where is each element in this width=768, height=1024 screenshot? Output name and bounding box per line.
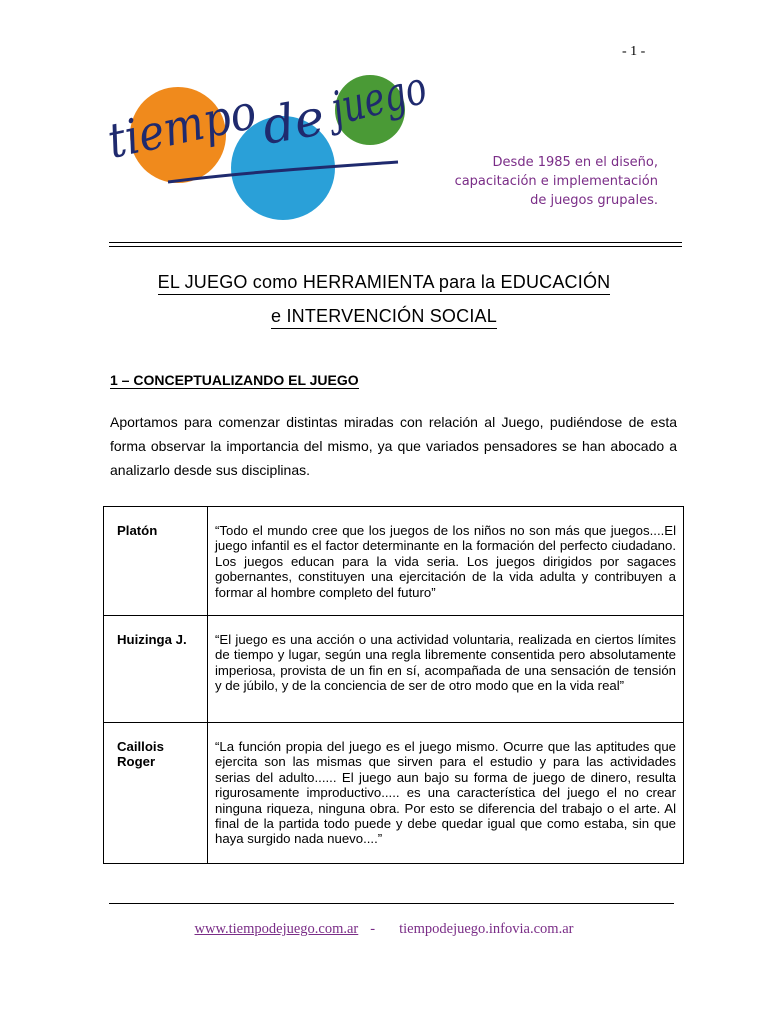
- footer: [0, 921, 768, 938]
- document-title-line1: [0, 272, 768, 293]
- alternate-site-text: tiempodejuego.infovia.com.ar: [399, 921, 574, 937]
- footer-separator: -: [370, 921, 376, 937]
- author-cell: Huizinga J.: [104, 616, 208, 723]
- tagline-line: de juegos grupales.: [530, 193, 658, 208]
- tagline-line: capacitación e implementación: [454, 174, 658, 189]
- tiempo-de-juego-logo: [102, 52, 464, 220]
- header-divider-top: [109, 242, 682, 243]
- website-link[interactable]: www.tiempodejuego.com.ar: [194, 921, 359, 937]
- footer-divider: [109, 903, 674, 904]
- page-number: - 1 -: [622, 44, 646, 59]
- header-divider-bottom: [109, 246, 682, 247]
- author-cell: Platón: [104, 507, 208, 616]
- quotes-table: [103, 506, 684, 864]
- document-title-line2: [0, 306, 768, 327]
- section-heading: [110, 372, 359, 388]
- tagline-line: Desde 1985 en el diseño,: [492, 155, 658, 170]
- quote-cell: “Todo el mundo cree que los juegos de los niños no son más que juegos....El juego infantil es el factor determinante en la formación del perfecto ciudadano. Los juegos educan para la vida seria. Los juegos dirigidos por sagaces gobernantes, constituyen una ejercitación de la vida adulta y contribuyen a formar al hombre completo del futuro”: [208, 507, 684, 616]
- quote-cell: “El juego es una acción o una actividad voluntaria, realizada en ciertos límites de tiempo y lugar, según una regla libremente consentida pero absolutamente imperiosa, provista de un fin en sí, acompañada de una sensación de tensión y de júbilo, y de la conciencia de ser de otro modo que en la vida real”: [208, 616, 684, 723]
- table-row: [104, 723, 684, 864]
- title-text: EL JUEGO como HERRAMIENTA para la EDUCACIÓN: [158, 272, 611, 295]
- table-row: [104, 616, 684, 723]
- quote-cell: “La función propia del juego es el juego mismo. Ocurre que las aptitudes que ejercita son las mismas que sirven para el estudio y para las actividades serias del adulto...... El juego aun bajo su forma de juego de dinero, resulta rigurosamente improductivo..... es una característica del juego el no crear ninguna riqueza, ninguna obra. Por esto se diferencia del trabajo o el arte. Al final de la partida todo puede y debe quedar igual que como estaba, sin que haya surgido nada nuevo....”: [208, 723, 684, 864]
- table-row: [104, 507, 684, 616]
- section-heading-text: 1 – CONCEPTUALIZANDO EL JUEGO: [110, 372, 359, 388]
- logo-text-juego: juego: [325, 52, 464, 136]
- tagline: [440, 153, 658, 210]
- title-text: e INTERVENCIÓN SOCIAL: [271, 306, 497, 329]
- logo-text-tiempo: tiempo: [102, 79, 280, 170]
- author-cell: Caillois Roger: [104, 723, 208, 864]
- intro-paragraph: Aportamos para comenzar distintas miradas con relación al Juego, pudiéndose de esta forma observar la importancia del mismo, ya que variados pensadores se han abocado a analizarlo desde sus disciplinas.: [110, 414, 677, 478]
- logo-text-de: de: [258, 88, 329, 156]
